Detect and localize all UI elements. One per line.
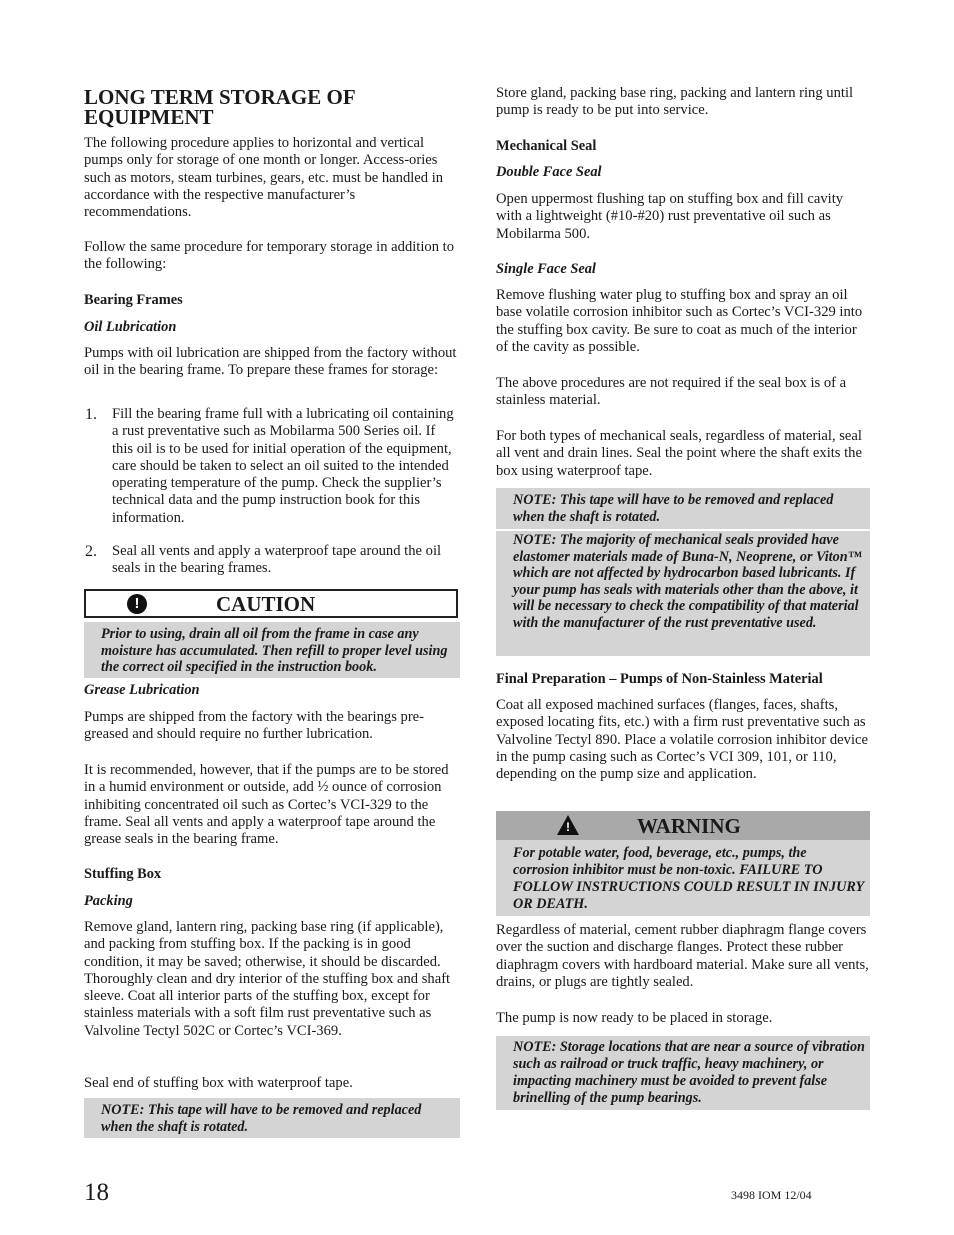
grease-paragraph-1: Pumps are shipped from the factory with the bearings pre-greased and should require no further lubrication. (84, 709, 425, 743)
final-preparation-heading: Final Preparation – Pumps of Non-Stainless Material (496, 671, 823, 687)
oil-lubrication-heading: Oil Lubrication (84, 319, 177, 335)
tape-note: NOTE: This tape will have to be removed and replaced when the shaft is rotated. (496, 488, 870, 529)
list-item-number: 1. (85, 406, 97, 423)
list-item-text: Fill the bearing frame full with a lubricating oil containing a rust preventative such as Mobilarma 500 Series oil. If this oil is to be used for initial operation of the equipment, care should be taken to select an oil suited to the intended operating temperature of the pump. Check the supplier’s technical data and the pump instruction book for this information. (112, 406, 454, 526)
exclamation-icon: ! (127, 594, 147, 614)
mechanical-seal-heading: Mechanical Seal (496, 138, 597, 154)
elastomer-note: NOTE: The majority of mechanical seals provided have elastomer materials made of Buna-N, Neoprene, or Viton™ which are not affected by hydrocarbon based lubricants. If your pump has seals with materials other than the above, it will be necessary to check the compatibility of that material with the manufacturer of the rust preventative used. (496, 531, 870, 656)
oil-lubrication-paragraph: Pumps with oil lubrication are shipped from the factory without oil in the bearing frame. To prepare these frames for storage: (84, 345, 457, 379)
intro-paragraph: The following procedure applies to horizontal and vertical pumps only for storage of one month or longer. Access-ories such as motors, steam turbines, gears, etc. must be handled in accordance with the respective manufacturer’s recommendations. (84, 135, 444, 221)
tape-note: NOTE: This tape will have to be removed and replaced when the shaft is rotated. (84, 1098, 460, 1138)
double-face-paragraph: Open uppermost flushing tap on stuffing box and fill cavity with a lightweight (#10-#20) rust preventative oil such as Mobilarma 500. (496, 191, 844, 242)
grease-lubrication-heading: Grease Lubrication (84, 682, 200, 698)
grease-paragraph-2: It is recommended, however, that if the pumps are to be stored in a humid environment or outside, add ½ ounce of corrosion inhibiting concentrated oil such as Cortec’s VCI-329 to the frame. Seal all vents and apply a waterproof tape around the grease seals in the bearing frame. (84, 762, 449, 848)
single-face-seal-heading: Single Face Seal (496, 261, 596, 277)
double-face-seal-heading: Double Face Seal (496, 164, 602, 180)
list-item-text: Seal all vents and apply a waterproof tape around the oil seals in the bearing frames. (112, 543, 442, 577)
section-title: LONG TERM STORAGE OF EQUIPMENT (84, 85, 355, 129)
storage-note: NOTE: Storage locations that are near a source of vibration such as railroad or truck traffic, heavy machinery, or impacting machinery must be avoided to prevent false brinelling of the pump bearings. (496, 1036, 870, 1110)
final-preparation-paragraph: Coat all exposed machined surfaces (flanges, faces, shafts, exposed locating fits, etc.) with a firm rust preventative such as Valvoline Tectyl 890. Place a volatile corrosion inhibitor device in the pump casing such as Cortec’s VCI 309, 101, or 110, depending on the pump size and application. (496, 697, 868, 783)
warning-note: For potable water, food, beverage, etc., pumps, the corrosion inhibitor must be non-toxic. FAILURE TO FOLLOW INSTRUCTIONS COULD RESULT IN INJURY OR DEATH. (496, 840, 870, 916)
seal-end-paragraph: Seal end of stuffing box with waterproof tape. (84, 1075, 353, 1091)
regardless-paragraph: Regardless of material, cement rubber diaphragm flange covers over the suction and discharge flanges. Protect these rubber diaphragm covers with hardboard material. Make sure all vents, drains, or plugs are tightly sealed. (496, 922, 869, 990)
single-face-paragraph: Remove flushing water plug to stuffing box and spray an oil base volatile corrosion inhibitor such as Cortec’s VCI-329 into the stuffing box cavity. Be sure to coat as much of the interior of the cavity as possible. (496, 287, 863, 355)
warning-title: WARNING (637, 814, 741, 838)
caution-header (84, 589, 458, 618)
follow-paragraph: Follow the same procedure for temporary storage in addition to the following: (84, 239, 455, 273)
packing-heading: Packing (84, 893, 133, 909)
page-number: 18 (84, 1179, 109, 1206)
above-procedures-paragraph: The above procedures are not required if the seal box is of a stainless material. (496, 375, 847, 409)
store-gland-paragraph: Store gland, packing base ring, packing and lantern ring until pump is ready to be put into service. (496, 85, 854, 119)
bearing-frames-heading: Bearing Frames (84, 292, 183, 308)
list-item-number: 2. (85, 543, 97, 560)
caution-title: CAUTION (216, 592, 316, 616)
document-id: 3498 IOM 12/04 (731, 1188, 812, 1202)
caution-note: Prior to using, drain all oil from the frame in case any moisture has accumulated. Then refill to proper level using the correct oil specified in the instruction book. (84, 622, 460, 678)
stuffing-box-heading: Stuffing Box (84, 866, 162, 882)
both-types-paragraph: For both types of mechanical seals, regardless of material, seal all vent and drain lines. Seal the point where the shaft exits the box using waterproof tape. (496, 428, 862, 479)
warning-triangle-mark: ! (566, 820, 570, 834)
packing-paragraph: Remove gland, lantern ring, packing base ring (if applicable), and packing from stuffing box. If the packing is in good condition, it may be saved; otherwise, it should be discarded. Thoroughly clean and dry interior of the stuffing box and shaft sleeve. Coat all interior parts of the stuffing box, except for stainless materials with a soft film rust preventative such as Valvoline Tectyl 502C or Cortec’s VCI-369. (84, 919, 451, 1039)
warning-header (496, 811, 870, 840)
ready-paragraph: The pump is now ready to be placed in storage. (496, 1010, 773, 1026)
